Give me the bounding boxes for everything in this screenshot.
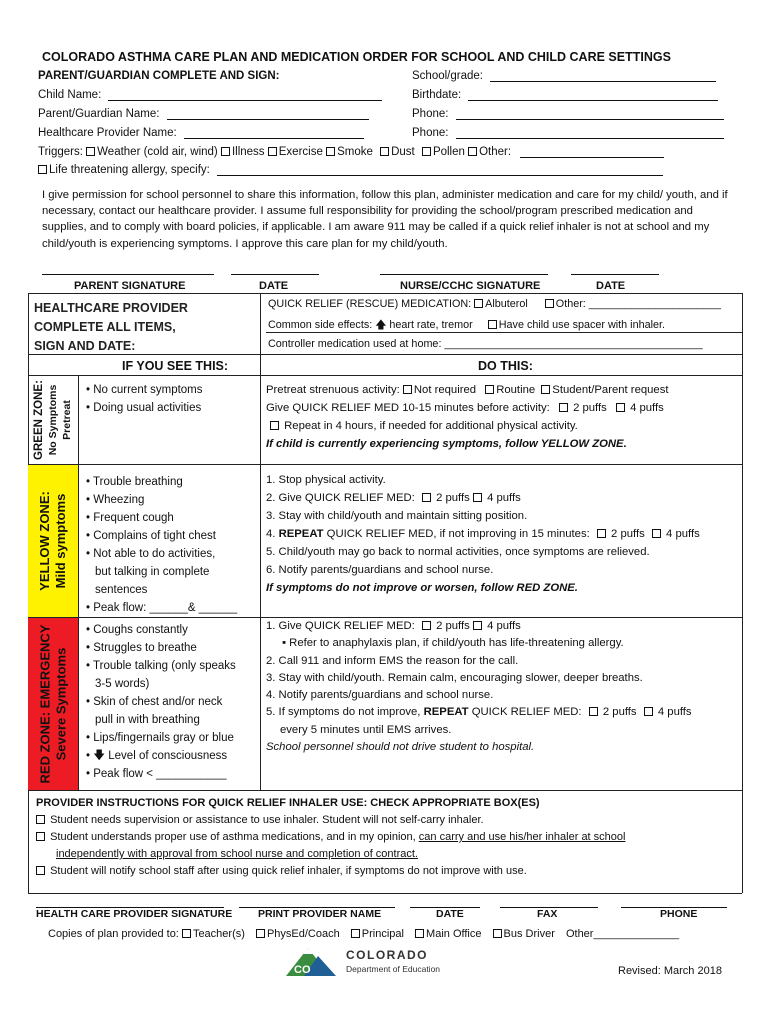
instruction-opt2 — [36, 831, 625, 843]
spacer-checkbox[interactable] — [488, 320, 497, 329]
yellow-zone-subtitle: Mild symptoms — [53, 493, 69, 589]
copy-teacher-checkbox[interactable] — [182, 929, 191, 938]
trigger-weather-label: Weather (cold air, wind) — [97, 146, 218, 158]
school-grade-row — [412, 70, 716, 82]
provider-instructions-border — [28, 893, 742, 894]
pretreat-label: Pretreat strenuous activity: — [266, 384, 400, 396]
copy-bus-driver-checkbox[interactable] — [493, 929, 502, 938]
copy-physed-checkbox[interactable] — [256, 929, 265, 938]
allergy-checkbox[interactable] — [38, 165, 47, 174]
yellow-follow-note: If symptoms do not improve or worsen, follow RED ZONE. — [266, 582, 578, 594]
copy-principal-label: Principal — [361, 928, 404, 940]
trigger-pollen-label: Pollen — [432, 146, 465, 158]
yellow-step5: 5. Child/youth may go back to normal activities, once symptoms are relieved. — [266, 546, 650, 558]
yellow-2puffs-checkbox[interactable] — [422, 493, 431, 502]
instruction-opt1 — [36, 814, 484, 826]
list-item: • 🡇 Level of consciousness — [86, 750, 228, 762]
green-symptoms-list — [86, 381, 203, 417]
yellow-step6: 6. Notify parents/guardians and school nurse. — [266, 564, 494, 576]
red-step4: 4. Notify parents/guardians and school nurse. — [266, 689, 494, 702]
school-grade-field[interactable] — [490, 70, 716, 82]
green-zone-title: GREEN ZONE: — [33, 380, 45, 460]
parent-signature-lines — [42, 263, 659, 275]
give-before-label: Give QUICK RELIEF MED 10-15 minutes before activity: — [266, 402, 550, 414]
supervision-checkbox[interactable] — [36, 815, 45, 824]
nurse-signature-caption: NURSE/CCHC SIGNATURE — [400, 280, 541, 292]
instruction-opt3 — [36, 865, 527, 877]
red-zone-subtitle: Severe Symptoms — [53, 647, 68, 761]
albuterol-label: Albuterol — [485, 298, 528, 310]
logo-department: Department of Education — [346, 964, 441, 974]
side-effects-label: Common side effects: — [268, 319, 373, 331]
list-item: • Skin of chest and/or neck — [86, 696, 223, 708]
logo-colorado: COLORADO — [346, 948, 428, 962]
list-item: • Struggles to breathe — [86, 642, 197, 654]
parent-name-field[interactable] — [167, 108, 369, 120]
if-you-see-header: IF YOU SEE THIS: — [122, 359, 229, 373]
red-step3: 3. Stay with child/youth. Remain calm, encouraging slower, deeper breaths. — [266, 671, 643, 684]
list-item: • Peak flow: ______& ______ — [86, 602, 238, 614]
quick-relief-label: QUICK RELIEF (RESCUE) MEDICATION: — [268, 298, 472, 310]
phone1-label: Phone: — [412, 108, 449, 120]
trigger-exercise-label: Exercise — [278, 146, 323, 158]
controller-medication[interactable]: Controller medication used at home: ___________________________________________ — [268, 338, 703, 350]
phone1-field[interactable] — [456, 108, 724, 120]
provider-heading-line1: HEALTHCARE PROVIDER — [34, 301, 188, 315]
provider-name-row — [38, 127, 364, 139]
copies-label: Copies of plan provided to: — [48, 928, 179, 940]
red-note: School personnel should not drive student to hospital. — [266, 741, 535, 754]
copies-row — [48, 928, 679, 940]
form-title: COLORADO ASTHMA CARE PLAN AND MEDICATION ORDER FOR SCHOOL AND CHILD CARE SETTINGS — [42, 50, 671, 64]
self-carry-underlined: can carry and use his/her inhaler at school — [418, 831, 626, 843]
green-4puffs-checkbox[interactable] — [616, 403, 625, 412]
zone-label-divider — [78, 375, 79, 790]
copy-teacher-label: Teacher(s) — [192, 928, 245, 940]
provider-heading-line2: COMPLETE ALL ITEMS, — [34, 320, 176, 334]
trigger-smoke-checkbox[interactable] — [326, 147, 335, 156]
table-right-border — [742, 293, 743, 893]
provider-date-caption: DATE — [436, 908, 464, 920]
red-anaphylaxis: ▪ Refer to anaphylaxis plan, if child/youth has life-threatening allergy. — [282, 637, 624, 650]
side-effects-value: heart rate, tremor — [389, 319, 473, 331]
allergy-row — [38, 164, 663, 176]
repeat-row — [266, 417, 668, 435]
cde-logo — [286, 944, 338, 981]
trigger-weather-checkbox[interactable] — [86, 147, 95, 156]
triggers-label: Triggers: — [38, 146, 83, 158]
parent-date-field[interactable] — [231, 269, 319, 275]
copy-principal-checkbox[interactable] — [351, 929, 360, 938]
red-zone-label — [28, 618, 78, 790]
provider-heading-line3: SIGN AND DATE: — [34, 339, 136, 353]
green-follow-note: If child is currently experiencing symptoms, follow YELLOW ZONE. — [266, 438, 627, 450]
self-carry-label: Student understands proper use of asthma medications, and in my opinion, — [50, 831, 419, 843]
trigger-other-field[interactable] — [520, 146, 664, 158]
provider-heading — [34, 299, 188, 356]
child-name-label: Child Name: — [38, 89, 102, 101]
fax-caption: FAX — [537, 908, 558, 920]
provider-name-field[interactable] — [184, 127, 364, 139]
self-carry-checkbox[interactable] — [36, 832, 45, 841]
yellow-zone-label — [28, 465, 78, 617]
yellow-step3: 3. Stay with child/youth and maintain sitting position. — [266, 510, 528, 522]
birthdate-field[interactable] — [468, 89, 718, 101]
list-item: • Peak flow < ___________ — [86, 768, 227, 780]
copy-main-office-checkbox[interactable] — [415, 929, 424, 938]
green-zone-border — [28, 464, 742, 465]
red-repeat-4puffs-checkbox[interactable] — [644, 707, 653, 716]
red-zone-border — [28, 790, 742, 791]
copy-physed-label: PhysEd/Coach — [266, 928, 340, 940]
nurse-date-caption: DATE — [596, 280, 626, 292]
albuterol-checkbox[interactable] — [474, 299, 483, 308]
arrow-down-icon: 🡇 — [93, 750, 106, 762]
green-2puffs-checkbox[interactable] — [559, 403, 568, 412]
list-item: 3-5 words) — [95, 678, 150, 690]
routine-label: Routine — [496, 384, 536, 396]
copy-main-office-label: Main Office — [426, 928, 482, 940]
provider-name-label: Healthcare Provider Name: — [38, 127, 177, 139]
yellow-step1: 1. Stop physical activity. — [266, 474, 386, 486]
trigger-dust-checkbox[interactable] — [380, 147, 389, 156]
spacer-label: Have child use spacer with inhaler. — [498, 319, 665, 331]
list-item: • Coughs constantly — [86, 624, 188, 636]
student-request-label: Student/Parent request — [552, 384, 669, 396]
phone-caption: PHONE — [660, 908, 698, 920]
hcp-signature-caption: HEALTH CARE PROVIDER SIGNATURE — [36, 908, 233, 920]
yellow-step2: 2. Give QUICK RELIEF MED: 2 puffs 4 puffs — [266, 492, 521, 504]
nurse-date-field[interactable] — [571, 269, 659, 275]
list-item: • Frequent cough — [86, 512, 174, 524]
green-zone-label — [28, 376, 78, 464]
repeat-4h-label: Repeat in 4 hours, if needed for additional physical activity. — [284, 420, 578, 432]
list-item: pull in with breathing — [95, 714, 200, 726]
list-item: • Wheezing — [86, 494, 145, 506]
list-item: • Not able to do activities, — [86, 548, 216, 560]
school-grade-label: School/grade: — [412, 70, 483, 82]
instruction-opt2-line2: independently with approval from school nurse and completion of contract. — [56, 848, 418, 860]
yellow-repeat-4puffs-checkbox[interactable] — [652, 529, 661, 538]
supervision-label: Student needs supervision or assistance to use inhaler. Student will not self-carry inhaler. — [50, 814, 484, 826]
provider-instructions-heading: PROVIDER INSTRUCTIONS FOR QUICK RELIEF INHALER USE: CHECK APPROPRIATE BOX(ES) — [36, 797, 540, 809]
trigger-other-checkbox[interactable] — [468, 147, 477, 156]
trigger-dust-label: Dust — [391, 146, 415, 158]
revised-date: Revised: March 2018 — [618, 965, 722, 977]
phone2-field[interactable] — [456, 127, 724, 139]
yellow-actions — [266, 471, 700, 597]
nurse-signature-field[interactable] — [380, 269, 548, 275]
copy-other-field[interactable]: Other______________ — [565, 928, 680, 940]
list-item: but talking in complete — [95, 566, 210, 578]
yellow-repeat-2puffs-checkbox[interactable] — [597, 529, 606, 538]
notify-staff-label: Student will notify school staff after using quick relief inhaler, if symptoms do not improve with use. — [50, 865, 527, 877]
birthdate-row — [412, 89, 718, 101]
table-top-border — [28, 293, 742, 294]
table-middle-divider — [260, 293, 261, 790]
red-zone-title: RED ZONE: EMERGENCY — [37, 624, 52, 784]
phone1-row — [412, 108, 724, 120]
list-item: • Complains of tight chest — [86, 530, 216, 542]
parent-signature-caption: PARENT SIGNATURE — [74, 280, 186, 292]
red-repeat-2puffs-checkbox[interactable] — [589, 707, 598, 716]
red-symptoms-list — [86, 621, 236, 783]
birthdate-label: Birthdate: — [412, 89, 462, 101]
med-other-checkbox[interactable] — [545, 299, 554, 308]
allergy-label: Life threatening allergy, specify: — [49, 164, 210, 176]
routine-checkbox[interactable] — [485, 385, 494, 394]
parent-name-row — [38, 108, 369, 120]
child-name-field[interactable] — [108, 89, 382, 101]
repeat-4h-checkbox[interactable] — [270, 421, 279, 430]
yellow-symptoms-list — [86, 473, 237, 617]
trigger-pollen-checkbox[interactable] — [422, 147, 431, 156]
green-actions — [266, 381, 668, 453]
phone2-row — [412, 127, 724, 139]
green-2puffs-label: 2 puffs — [573, 402, 607, 414]
not-required-label: Not required — [413, 384, 477, 396]
yellow-step4: 4. REPEAT QUICK RELIEF MED, if not improving in 15 minutes: 2 puffs 4 puffs — [266, 528, 700, 540]
child-name-row — [38, 89, 382, 101]
list-item: • Doing usual activities — [86, 402, 202, 414]
green-zone-pretreat: Pretreat — [61, 400, 73, 440]
red-step5: 5. If symptoms do not improve, REPEAT QUICK RELIEF MED: 2 puffs 4 puffs — [266, 706, 692, 719]
parent-date-caption: DATE — [259, 280, 289, 292]
colorado-mountain-icon — [286, 944, 338, 978]
copy-bus-driver-label: Bus Driver — [503, 928, 555, 940]
logo-mark: CO — [294, 964, 311, 976]
yellow-zone-title: YELLOW ZONE: — [37, 491, 53, 591]
green-zone-subtitle: No Symptoms — [47, 384, 59, 456]
red-actions — [266, 618, 692, 756]
red-4puffs-checkbox[interactable] — [473, 621, 482, 630]
provider-signature-lines — [36, 896, 727, 908]
give-before-row — [266, 399, 668, 417]
trigger-illness-label: Illness — [231, 146, 265, 158]
yellow-4puffs-checkbox[interactable] — [473, 493, 482, 502]
pretreat-row — [266, 381, 668, 399]
red-2puffs-checkbox[interactable] — [422, 621, 431, 630]
trigger-illness-checkbox[interactable] — [221, 147, 230, 156]
permission-statement: I give permission for school personnel to share this information, follow this plan, administer medication and care for my child/ youth, and if necessary, contact our healthcare provider. I assume full responsibility for providing the school/program prescribed medication and supplies, and to comply with board policies, if applicable. I am aware 911 may be called if a quick relief inhaler is not at school and my child/youth is experiencing symptoms. I approve this care plan for my child/youth. — [42, 189, 728, 250]
student-request-checkbox[interactable] — [541, 385, 550, 394]
list-item: • Trouble talking (only speaks — [86, 660, 236, 672]
side-effects-row — [268, 316, 665, 335]
green-4puffs-label: 4 puffs — [630, 402, 664, 414]
red-step1: 1. Give QUICK RELIEF MED: 2 puffs 4 puffs — [266, 620, 521, 632]
trigger-smoke-label: Smoke — [337, 146, 373, 158]
parent-signature-field[interactable] — [42, 269, 214, 275]
red-step5-line2: every 5 minutes until EMS arrives. — [280, 723, 452, 736]
triggers-row — [38, 146, 664, 158]
parent-name-label: Parent/Guardian Name: — [38, 108, 160, 120]
print-name-caption: PRINT PROVIDER NAME — [258, 908, 382, 920]
arrow-up-icon: 🡅 — [375, 319, 387, 331]
list-item: • Lips/fingernails gray or blue — [86, 732, 234, 744]
do-this-header: DO THIS: — [478, 359, 533, 373]
list-item: • No current symptoms — [86, 384, 203, 396]
allergy-field[interactable] — [217, 164, 663, 176]
trigger-other-label: Other: — [479, 146, 512, 158]
list-item: sentences — [95, 584, 148, 596]
list-item: • Trouble breathing — [86, 476, 183, 488]
notify-staff-checkbox[interactable] — [36, 866, 45, 875]
parent-heading: PARENT/GUARDIAN COMPLETE AND SIGN: — [38, 70, 280, 82]
phone2-label: Phone: — [412, 127, 449, 139]
column-header-border — [28, 375, 742, 376]
med-other-label[interactable]: Other: ______________________ — [555, 298, 721, 310]
not-required-checkbox[interactable] — [403, 385, 412, 394]
trigger-exercise-checkbox[interactable] — [268, 147, 277, 156]
quick-relief-row — [268, 298, 721, 310]
red-step2: 2. Call 911 and inform EMS the reason for the call. — [266, 654, 519, 667]
